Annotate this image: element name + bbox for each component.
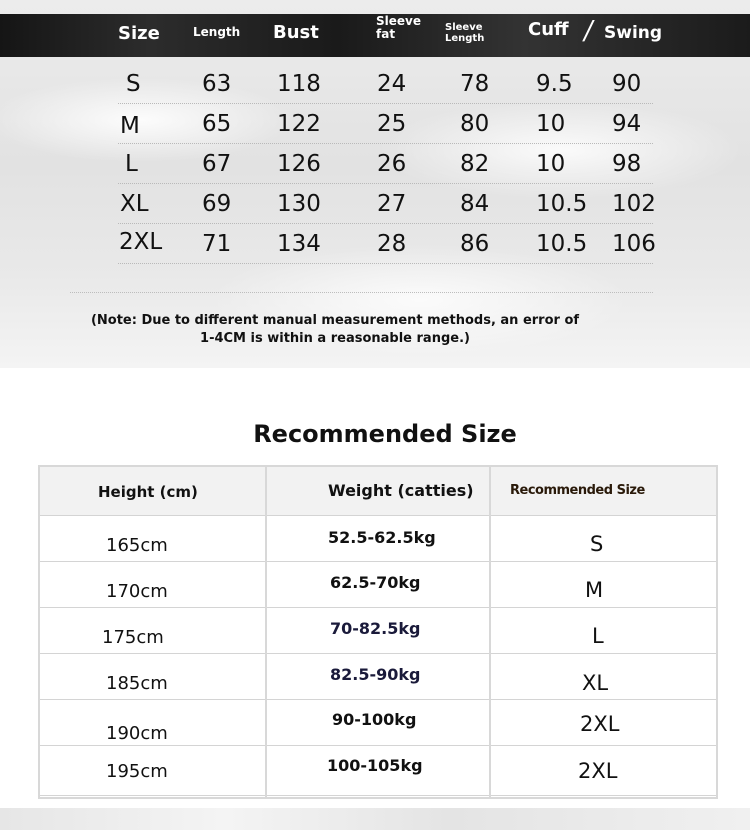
- sleeve-fat-cell: 24: [377, 71, 407, 97]
- bust-cell: 134: [277, 231, 321, 257]
- table-row: [40, 699, 716, 746]
- sleeve-fat-cell: 27: [377, 191, 407, 217]
- header-sleeve-fat: Sleeve fat: [376, 14, 421, 41]
- size-cell: 2XL: [119, 229, 163, 255]
- size-cell: S: [590, 532, 604, 556]
- measurement-note: [80, 312, 590, 348]
- length-cell: 67: [202, 151, 232, 177]
- swing-cell: 90: [612, 71, 642, 97]
- bust-cell: 126: [277, 151, 321, 177]
- column-divider: [489, 467, 491, 797]
- size-cell: L: [592, 624, 604, 648]
- header-swing: Swing: [604, 23, 663, 43]
- swing-cell: 94: [612, 111, 642, 137]
- weight-cell: 82.5-90kg: [330, 665, 421, 684]
- length-cell: 63: [202, 71, 232, 97]
- note-line: (Note: Due to different manual measurement methods, an error of: [90, 313, 580, 328]
- note-line: 1-4CM is within a reasonable range.): [200, 331, 470, 346]
- weight-cell: 62.5-70kg: [330, 573, 421, 592]
- recommended-size-table: [38, 465, 718, 799]
- sleeve-fat-cell: 26: [377, 151, 407, 177]
- header-bust: Bust: [273, 22, 319, 43]
- swing-cell: 102: [612, 191, 656, 217]
- cuff-cell: 10: [536, 111, 566, 137]
- height-cell: 175cm: [102, 627, 164, 648]
- header-weight: Weight (catties): [328, 481, 474, 500]
- table-row: [118, 103, 653, 144]
- table-row: [118, 63, 653, 104]
- weight-cell: 52.5-62.5kg: [328, 528, 436, 547]
- sleeve-length-cell: 86: [460, 231, 490, 257]
- bottom-band: [0, 808, 750, 830]
- size-cell: S: [126, 71, 141, 97]
- weight-cell: 90-100kg: [332, 710, 417, 729]
- swing-cell: 106: [612, 231, 656, 257]
- table-row: [40, 745, 716, 796]
- recommended-size-title: Recommended Size: [253, 420, 517, 448]
- cuff-cell: 10.5: [536, 191, 588, 217]
- sleeve-length-cell: 84: [460, 191, 490, 217]
- sleeve-length-cell: 80: [460, 111, 490, 137]
- weight-cell: 100-105kg: [327, 756, 423, 775]
- height-cell: 195cm: [106, 761, 168, 782]
- size-cell: M: [120, 113, 140, 139]
- column-divider: [265, 467, 267, 797]
- length-cell: 69: [202, 191, 232, 217]
- size-cell: 2XL: [578, 759, 618, 783]
- size-cell: XL: [582, 671, 609, 695]
- length-cell: 65: [202, 111, 232, 137]
- cuff-cell: 10: [536, 151, 566, 177]
- size-cell: XL: [120, 191, 149, 217]
- table-row: [40, 515, 716, 562]
- table-header-row: [40, 467, 716, 516]
- table-row: [40, 561, 716, 608]
- table-row: [118, 143, 653, 184]
- size-cell: M: [585, 578, 604, 602]
- size-cell: 2XL: [580, 712, 620, 736]
- length-cell: 71: [202, 231, 232, 257]
- header-divider: /: [581, 16, 596, 46]
- cuff-cell: 10.5: [536, 231, 588, 257]
- table-row: [40, 653, 716, 700]
- bust-cell: 130: [277, 191, 321, 217]
- height-cell: 185cm: [106, 673, 168, 694]
- header-recommended-size: Recommended Size: [510, 483, 645, 498]
- swing-cell: 98: [612, 151, 642, 177]
- height-cell: 165cm: [106, 535, 168, 556]
- sleeve-length-cell: 82: [460, 151, 490, 177]
- size-chart: [0, 0, 750, 368]
- size-cell: L: [125, 151, 138, 177]
- header-cuff: Cuff: [528, 19, 569, 40]
- cuff-cell: 9.5: [536, 71, 573, 97]
- header-sleeve-length: Sleeve Length: [445, 22, 485, 44]
- bust-cell: 122: [277, 111, 321, 137]
- height-cell: 190cm: [106, 723, 168, 744]
- sleeve-fat-cell: 28: [377, 231, 407, 257]
- header-height: Height (cm): [98, 483, 198, 501]
- header-length: Length: [193, 25, 241, 39]
- sleeve-fat-cell: 25: [377, 111, 407, 137]
- sleeve-length-cell: 78: [460, 71, 490, 97]
- divider: [70, 292, 653, 293]
- weight-cell: 70-82.5kg: [330, 619, 421, 638]
- table-row: [118, 223, 656, 264]
- table-row: [118, 183, 656, 224]
- height-cell: 170cm: [106, 581, 168, 602]
- bust-cell: 118: [277, 71, 321, 97]
- table-row: [40, 607, 716, 654]
- header-size: Size: [118, 23, 160, 44]
- size-chart-header: [0, 14, 750, 57]
